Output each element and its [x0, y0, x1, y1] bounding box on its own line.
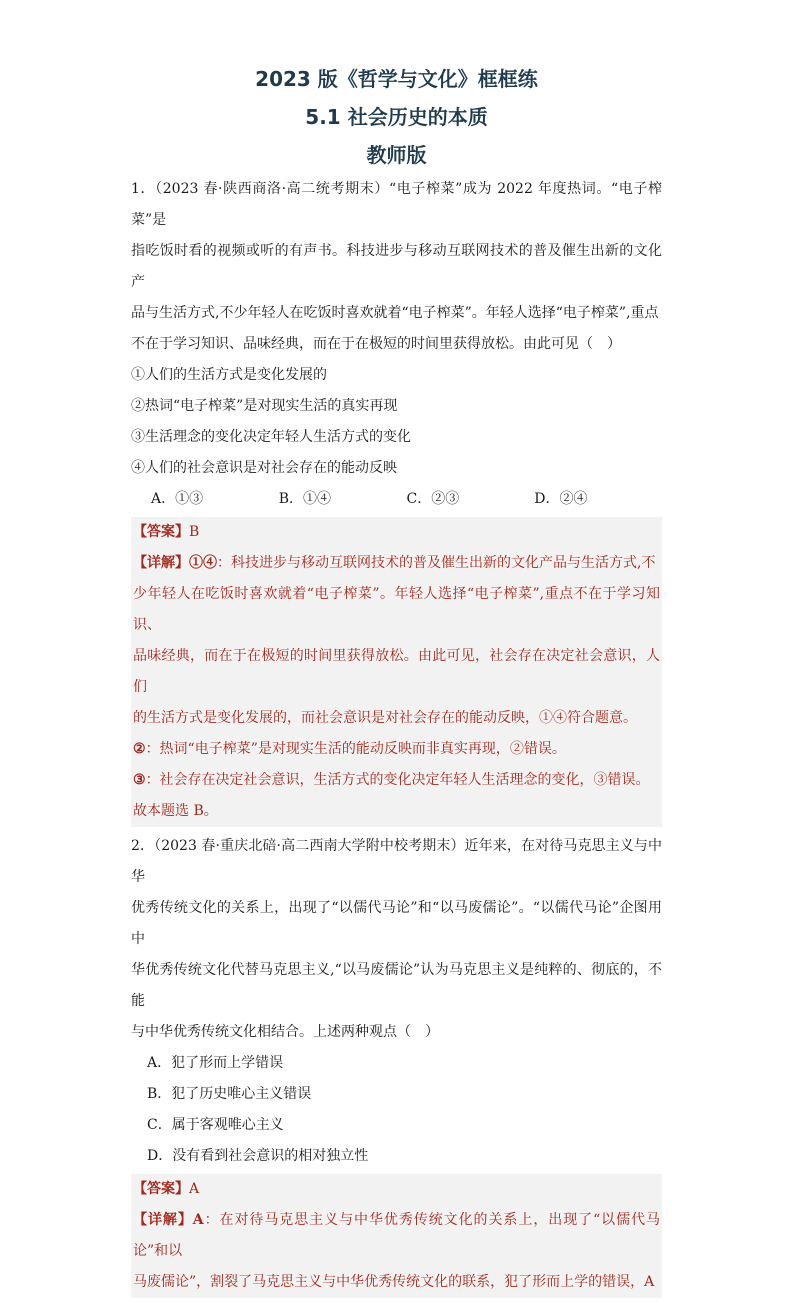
- question-1-statement-2: ②热词“电子榨菜”是对现实生活的真实再现: [131, 398, 398, 414]
- question-1-stem-line: 不在于学习知识、品味经典，而在于在极短的时间里获得放松。由此可见（ ）: [131, 336, 621, 352]
- detail-line: 品味经典，而在于在极短的时间里获得放松。由此可见，社会存在决定社会意识，人们: [133, 648, 660, 695]
- option-b: B．①④: [278, 491, 332, 507]
- question-2-stem-line: 2．（2023 春·重庆北碚·高二西南大学附中校考期末）近年来，在对待马克思主义与中华: [131, 838, 662, 885]
- question-1-stem-line: 指吃饭时看的视频或听的有声书。科技进步与移动互联网技术的普及催生出新的文化产: [131, 243, 662, 290]
- question-1-statement-3: ③生活理念的变化决定年轻人生活方式的变化: [131, 429, 411, 445]
- detail-text: ：热词“电子榨菜”是对现实生活的能动反映而非真实再现，②错误。: [145, 741, 566, 757]
- detail-lead: ③: [133, 772, 146, 788]
- question-2-answer-block: [131, 1174, 662, 1298]
- question-1: [131, 174, 662, 515]
- answer-line: [133, 517, 660, 548]
- section-title: 5.1 社会历史的本质: [305, 105, 488, 129]
- detail-line: [133, 734, 660, 765]
- option-a: A．犯了形而上学错误: [147, 1055, 284, 1071]
- question-1-stem-line: 品与生活方式,不少年轻人在吃饭时喜欢就着“电子榨菜”。年轻人选择“电子榨菜”,重点: [131, 305, 659, 321]
- edition-label: 教师版: [366, 143, 427, 167]
- answer-tag: 【答案】: [133, 524, 189, 540]
- detail-line: [133, 765, 660, 796]
- answer-tag: 【答案】: [133, 1181, 189, 1197]
- question-1-statement-1: ①人们的生活方式是变化发展的: [131, 367, 327, 383]
- answer-value: B: [189, 524, 200, 540]
- option-c: C．②③: [406, 491, 460, 507]
- document-title: 2023 版《哲学与文化》框框练: [255, 67, 538, 91]
- conclusion-line: 故本题选 B。: [133, 803, 218, 819]
- question-2: [131, 831, 662, 1172]
- question-2-stem-line: 优秀传统文化的关系上，出现了“以儒代马论”和“以马废儒论”。“以儒代马论”企图用中: [131, 900, 662, 947]
- question-2-stem-line: 华优秀传统文化代替马克思主义,“以马废儒论”认为马克思主义是纯粹的、彻底的，不能: [131, 962, 662, 1009]
- detail-tag: 【详解】: [133, 1212, 193, 1228]
- option-d: D．②④: [534, 491, 588, 507]
- question-1-stem-line: 1．（2023 春·陕西商洛·高二统考期末）“电子榨菜”成为 2022 年度热词。“电子榨菜”是: [131, 181, 662, 228]
- detail-lead: ②: [133, 741, 146, 757]
- detail-tag: 【详解】: [133, 555, 189, 571]
- detail-line: [133, 1205, 660, 1267]
- option-a: A．①③: [151, 491, 204, 507]
- detail-lead: ①④: [189, 555, 217, 571]
- detail-line: 少年轻人在吃饭时喜欢就着“电子榨菜”。年轻人选择“电子榨菜”,重点不在于学习知识、: [133, 586, 660, 633]
- detail-line: 的生活方式是变化发展的，而社会意识是对社会存在的能动反映，①④符合题意。: [133, 710, 637, 726]
- option-b: B．犯了历史唯心主义错误: [147, 1086, 312, 1102]
- question-1-options: [131, 484, 662, 515]
- detail-line: 马废儒论”，割裂了马克思主义与中华优秀传统文化的联系，犯了形而上学的错误，A: [133, 1274, 655, 1290]
- detail-line: [133, 548, 660, 579]
- detail-lead: A: [192, 1212, 204, 1228]
- detail-text: ：在对待马克思主义与中华优秀传统文化的关系上，出现了“以儒代马论”和以: [133, 1212, 661, 1259]
- question-1-statement-4: ④人们的社会意识是对社会存在的能动反映: [131, 460, 397, 476]
- document-page: [131, 60, 662, 1302]
- option-c: C．属于客观唯心主义: [147, 1117, 284, 1133]
- answer-value: A: [189, 1181, 200, 1197]
- question-1-answer-block: [131, 517, 662, 827]
- answer-line: [133, 1174, 660, 1205]
- option-d: D．没有看到社会意识的相对独立性: [147, 1148, 369, 1164]
- detail-text: ：科技进步与移动互联网技术的普及催生出新的文化产品与生活方式,不: [217, 555, 656, 571]
- question-2-stem-line: 与中华优秀传统文化相结合。上述两种观点（ ）: [131, 1024, 439, 1040]
- detail-text: ：社会存在决定社会意识，生活方式的变化决定年轻人生活理念的变化，③错误。: [145, 772, 650, 788]
